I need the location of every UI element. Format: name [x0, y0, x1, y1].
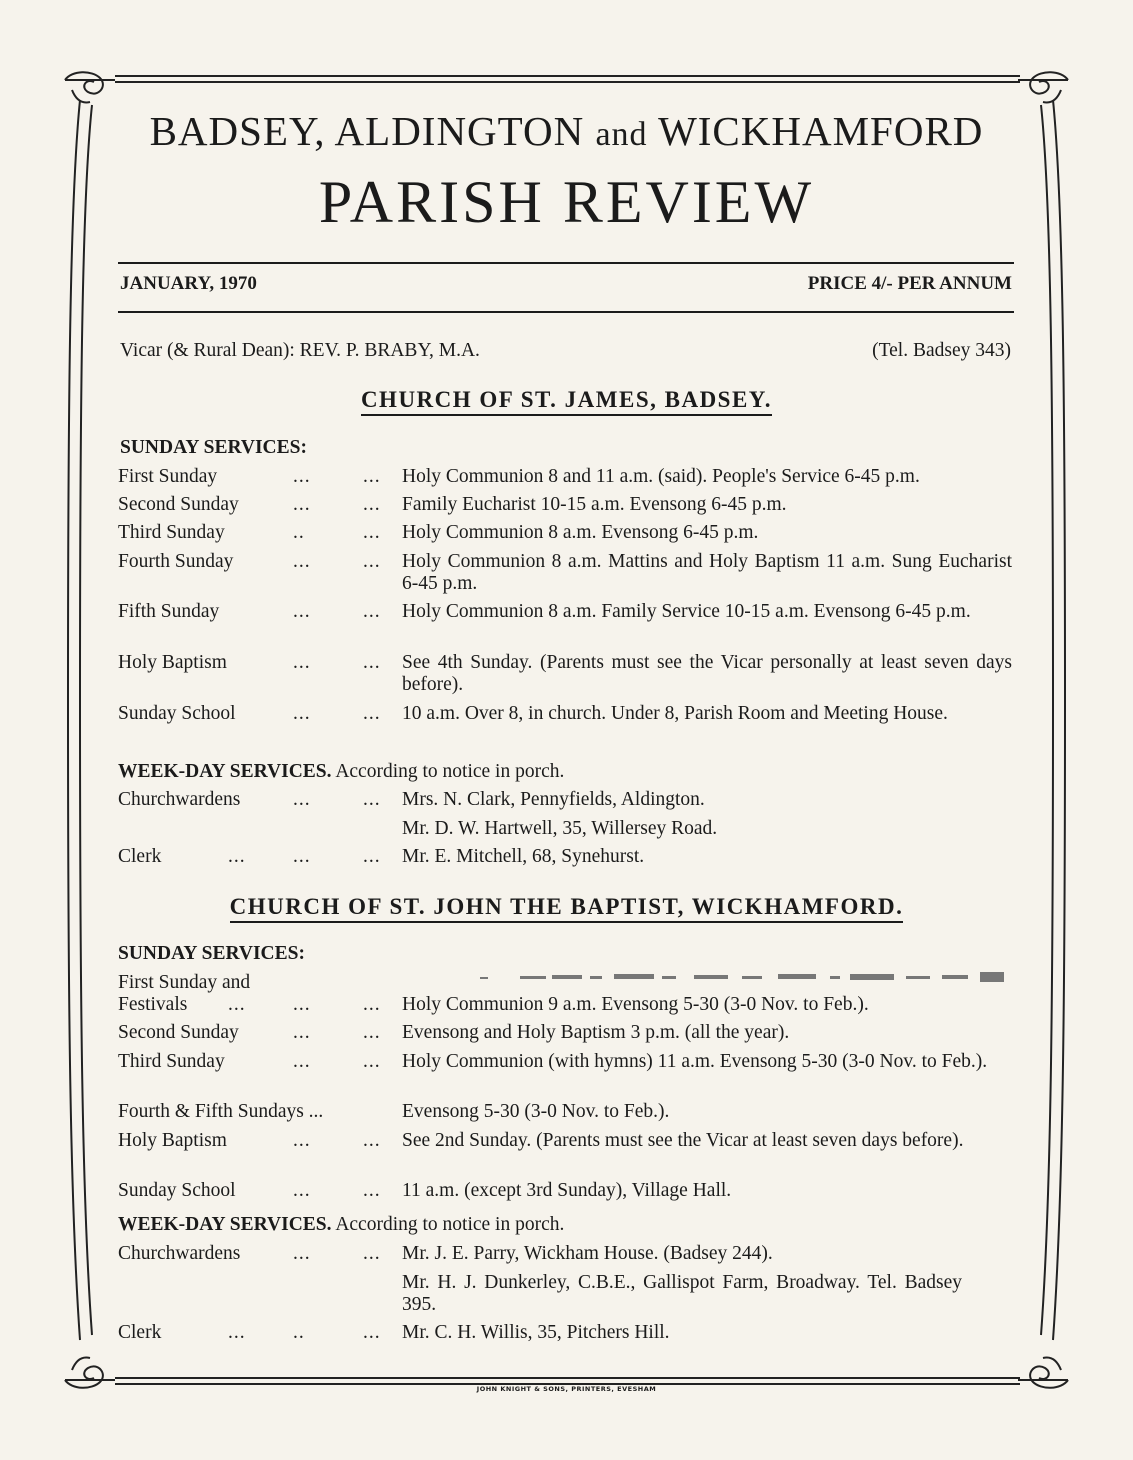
masthead-title: PARISH REVIEW	[318, 169, 815, 235]
masthead-places-b: WICKHAMFORD	[658, 108, 984, 154]
service-value: Holy Communion 8 a.m. Family Service 10-15 a.m. Evensong 6-45 p.m.	[402, 601, 971, 622]
service-value: See 2nd Sunday. (Parents must see the Vicar at least seven days before).	[402, 1130, 964, 1151]
service-value: Holy Communion 8 a.m. Mattins and Holy Baptism 11 a.m. Sung Eucharist 6-45 p.m.	[402, 551, 1012, 594]
sunday-services-heading: SUNDAY SERVICES:	[120, 437, 307, 458]
officer-label: Churchwardens	[118, 1243, 241, 1264]
church-heading-text: CHURCH OF ST. JAMES, BADSEY.	[361, 387, 772, 416]
issue-price: PRICE 4/- PER ANNUM	[807, 273, 1012, 294]
parish-review-page: BADSEY, ALDINGTON and WICKHAMFORD PARISH REVIEW JANUARY, 1970 PRICE 4/- PER ANNUM Vicar (& Rural Dean): REV. P. BRABY, M.A. (Tel. Badsey 343) CHURCH OF ST. JAMES, BADSEY. SUNDAY SERVICES: First Sunday ... ... Holy Communion 8 and 11 a.m. (said). People's Service 6-45 p.m. Second Sunday ... ... Family Eucharist 10-15 a.m. Evensong 6-45 p.m. Third Sunday .. ... Holy Communion 8 a.m. Evensong 6-45 p.m. Fourth Sunday ... ... Holy Communion 8 a.m. Mattins and Holy Baptism 11 a.m. Sung Eucharist 6-45 p.m. Fifth Sunday ... ... Holy Communion 8 a.m. Family Service 10-15 a.m. Evensong 6-45 p.m. Holy Baptism ... ... See 4th Sunday. (Parents must see the Vicar personally at least seven days before). Sunday School ... ... 10 a.m. Over 8, in church. Under 8, Parish Room and Meeting House. WEEK-DAY SERVICES. According to notice in porch. Churchwardens ... ... Mrs. N. Clark, Pennyfields, Aldington. Mr. D. W. Hartwell, 35, Willersey Road. Clerk ... ... ... Mr. E. Mitchell, 68, Synehurst. CHURCH OF ST. JOHN THE BAPTIST, WICKHAMFORD. SUNDAY SERVICES: First Sunday and Festivals ... ... ... Holy Communion 9 a.m. Evensong 5-30 (3-0 Nov. to Feb.). Second Sunday ... ... Evensong and Holy Baptism 3 p.m. (all the year). Third Sunday ... ... Holy Communion (with hymns) 11 a.m. Evensong 5-30 (3-0 Nov. to Feb.). Fourth & Fifth Sundays ... Evensong 5-30 (3-0 Nov. to Feb.). Holy Baptism ... ... See 2nd Sunday. (Parents must see the Vicar at least seven days before). Sunday School ... ... 11 a.m. (except 3rd Sunday), Village Hall. WEEK-DAY SERVICES. According to notice in porch. Churchwardens ... ... Mr. J. E. Parry, Wickham House. (Badsey 244). Mr. H. J. Dunkerley, C.B.E., Gallispot Farm, Broadway. Tel. Badsey 395. Clerk ... .. ... Mr. C. H. Willis, 35, Pitchers Hill. JOHN KNIGHT & SONS, PRINTERS, EVESHAM	[0, 0, 1133, 1460]
officer-value: Mrs. N. Clark, Pennyfields, Aldington.	[402, 789, 705, 810]
divider	[118, 262, 1014, 264]
service-value: Evensong 5-30 (3-0 Nov. to Feb.).	[402, 1101, 670, 1122]
service-value: 10 a.m. Over 8, in church. Under 8, Parish Room and Meeting House.	[402, 703, 948, 724]
weekday-heading: WEEK-DAY SERVICES.	[118, 1214, 332, 1235]
divider	[118, 311, 1014, 313]
service-value: See 4th Sunday. (Parents must see the Vicar personally at least seven days before).	[402, 652, 1012, 695]
service-label: Holy Baptism	[118, 1130, 227, 1151]
service-label: Sunday School	[118, 703, 236, 724]
church-heading-badsey	[0, 387, 1133, 413]
issue-date: JANUARY, 1970	[120, 273, 257, 294]
service-label: Third Sunday	[118, 1051, 225, 1072]
weekday-services	[118, 1214, 564, 1236]
service-label: First Sunday	[118, 466, 218, 487]
masthead-and: and	[595, 116, 648, 153]
printer-imprint: JOHN KNIGHT & SONS, PRINTERS, EVESHAM	[476, 1385, 657, 1393]
service-value: Evensong and Holy Baptism 3 p.m. (all the year).	[402, 1022, 790, 1043]
service-value: Holy Communion 9 a.m. Evensong 5-30 (3-0 Nov. to Feb.).	[402, 994, 869, 1015]
service-value: Holy Communion 8 a.m. Evensong 6-45 p.m.	[402, 522, 759, 543]
weekday-heading: WEEK-DAY SERVICES.	[118, 761, 332, 782]
service-value: Holy Communion 8 and 11 a.m. (said). People's Service 6-45 p.m.	[402, 466, 920, 487]
service-label: First Sunday and	[118, 972, 251, 993]
church-heading-text: CHURCH OF ST. JOHN THE BAPTIST, WICKHAMFORD.	[230, 894, 904, 923]
service-label: Fourth Sunday	[118, 551, 234, 572]
officer-label: Clerk	[118, 1322, 162, 1343]
service-value: Holy Communion (with hymns) 11 a.m. Evensong 5-30 (3-0 Nov. to Feb.).	[402, 1051, 988, 1072]
service-value: 11 a.m. (except 3rd Sunday), Village Hall.	[402, 1180, 732, 1201]
officer-label: Clerk	[118, 846, 162, 867]
officer-value: Mr. D. W. Hartwell, 35, Willersey Road.	[402, 818, 718, 839]
officer-label: Churchwardens	[118, 789, 241, 810]
sunday-services-heading: SUNDAY SERVICES:	[118, 943, 305, 964]
service-label: Second Sunday	[118, 494, 239, 515]
weekday-services	[118, 761, 564, 783]
service-label: Festivals	[118, 994, 188, 1015]
officer-value: Mr. E. Mitchell, 68, Synehurst.	[402, 846, 645, 867]
service-label: Sunday School	[118, 1180, 236, 1201]
officer-value: Mr. H. J. Dunkerley, C.B.E., Gallispot Farm, Broadway. Tel. Badsey 395.	[402, 1272, 962, 1315]
service-label: Second Sunday	[118, 1022, 239, 1043]
service-label: Third Sunday	[118, 522, 225, 543]
service-label: Fifth Sunday	[118, 601, 220, 622]
vicar-telephone: (Tel. Badsey 343)	[872, 340, 1011, 361]
service-label: Holy Baptism	[118, 652, 227, 673]
officer-value: Mr. J. E. Parry, Wickham House. (Badsey 244).	[402, 1243, 773, 1264]
officer-value: Mr. C. H. Willis, 35, Pitchers Hill.	[402, 1322, 670, 1343]
weekday-note: According to notice in porch.	[331, 761, 565, 782]
vicar-line: Vicar (& Rural Dean): REV. P. BRABY, M.A.	[120, 340, 480, 361]
print-smudge	[480, 970, 1010, 986]
service-value: Family Eucharist 10-15 a.m. Evensong 6-45 p.m.	[402, 494, 787, 515]
masthead-places-a: BADSEY, ALDINGTON	[149, 108, 585, 154]
weekday-note: According to notice in porch.	[331, 1214, 565, 1235]
masthead-line1	[0, 107, 1133, 155]
service-label: Fourth & Fifth Sundays ...	[118, 1101, 324, 1122]
church-heading-wickhamford	[0, 894, 1133, 920]
